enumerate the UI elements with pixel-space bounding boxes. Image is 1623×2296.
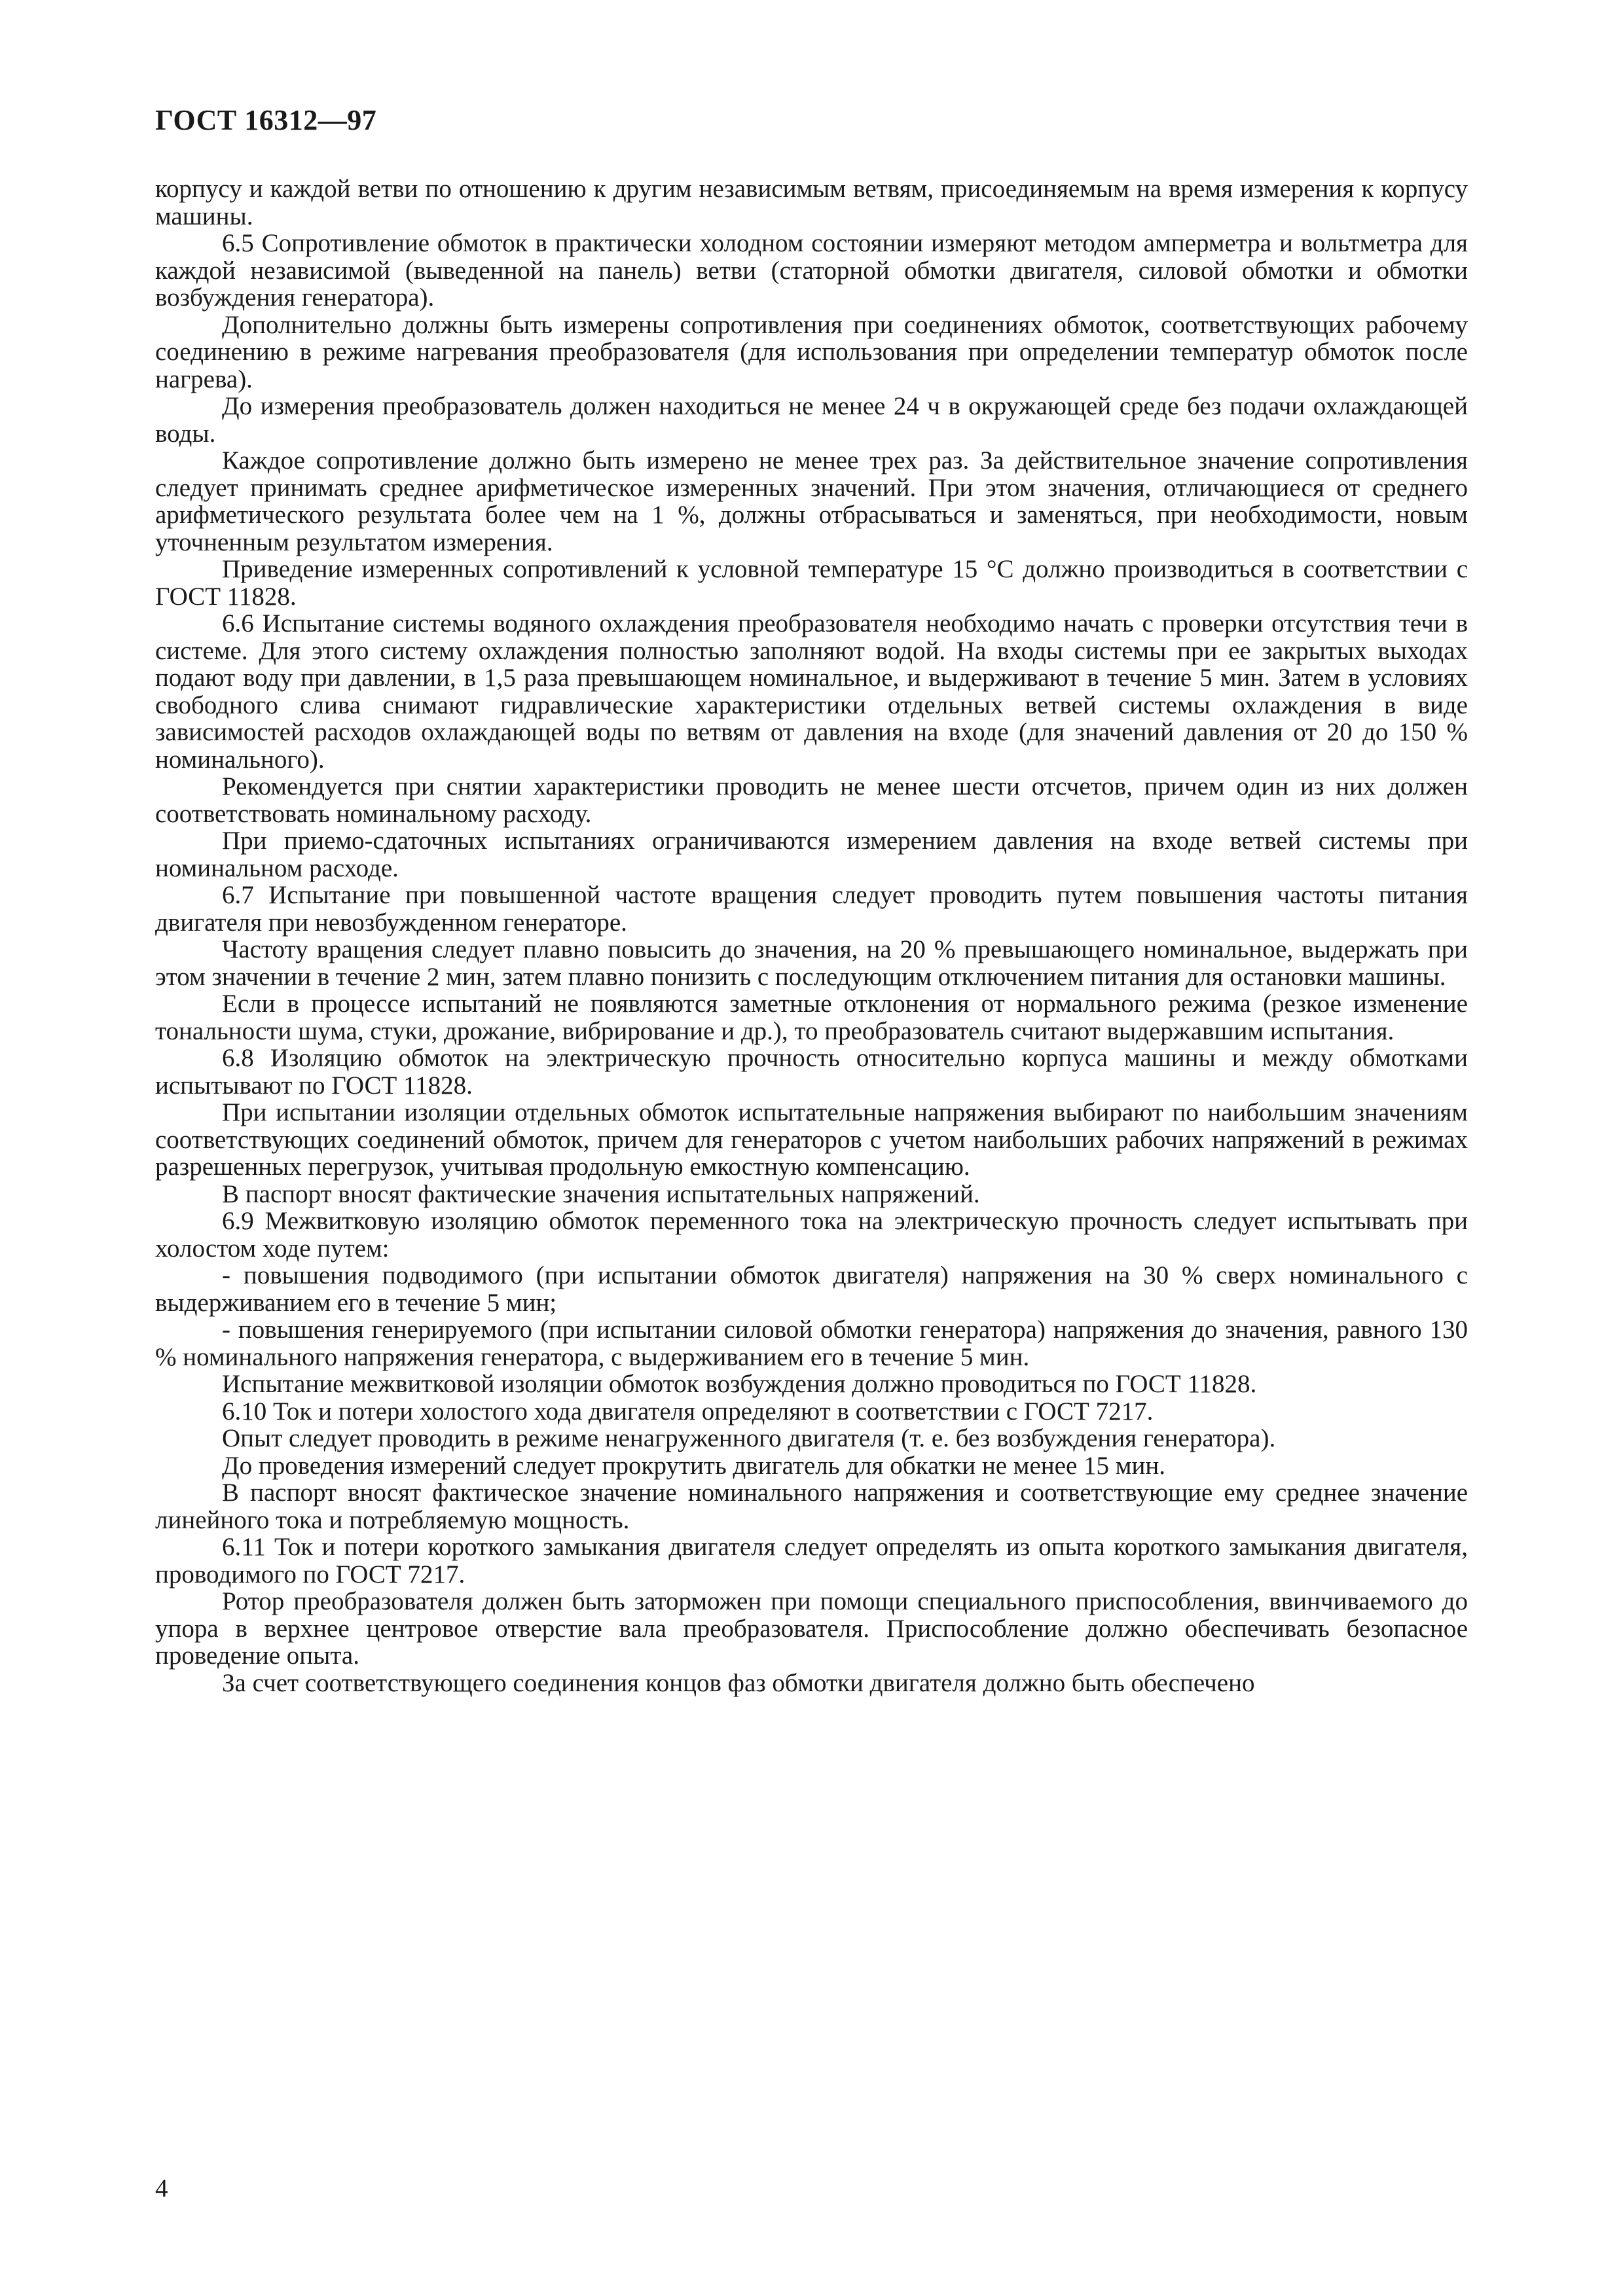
paragraph: В паспорт вносят фактические значения испытательных напряжений. [222, 1179, 980, 1208]
page-number: 4 [155, 2174, 168, 2202]
paragraph: 6.6 Испытание системы водяного охлаждения преобразователя необходимо начать с проверки отсутствия течи в системе. Для этого систему охлаждения полностью заполняют водой. На входы системы при ее закрытых выходах подают воду при давлении, в 1,5 раза превышающем номинальное, и выдерживают в течение 5 мин. Затем в условиях свободного слива снимают гидравлические характеристики отдельных ветвей системы охлаждения в виде зависимостей расходов охлаждающей воды по ветвям от давления на входе (для значений давления от 20 до 150 % номинального). [155, 609, 1468, 774]
paragraph: До проведения измерений следует прокрутить двигатель для обкатки не менее 15 мин. [222, 1451, 1165, 1480]
paragraph: При испытании изоляции отдельных обмоток испытательные напряжения выбирают по наибольшим значениям соответствующих соединений обмоток, причем для генераторов с учетом наибольших рабочих напряжений в режимах разрешенных перегрузок, учитывая продольную емкостную компенсацию. [155, 1098, 1468, 1181]
paragraph: 6.7 Испытание при повышенной частоте вращения следует проводить путем повышения частоты питания двигателя при невозбужденном генераторе. [155, 881, 1468, 937]
paragraph: Рекомендуется при снятии характеристики проводить не менее шести отсчетов, причем один из них должен соответствовать номинальному расходу. [155, 772, 1468, 828]
document-header: ГОСТ 16312—97 [155, 104, 377, 136]
paragraph: Испытание межвитковой изоляции обмоток возбуждения должно проводиться по ГОСТ 11828. [222, 1370, 1257, 1398]
paragraph: Приведение измеренных сопротивлений к условной температуре 15 °С должно производиться в соответствии с ГОСТ 11828. [155, 555, 1468, 611]
paragraph: Если в процессе испытаний не появляются заметные отклонения от нормального режима (резкое изменение тональности шума, стуки, дрожание, вибрирование и др.), то преобразователь считают выдержавшим испытания. [155, 990, 1468, 1045]
paragraph: 6.8 Изоляцию обмоток на электрическую прочность относительно корпуса машины и между обмотками испытывают по ГОСТ 11828. [155, 1044, 1468, 1100]
paragraph: В паспорт вносят фактическое значение номинального напряжения и соответствующие ему среднее значение линейного тока и потребляемую мощность. [155, 1479, 1468, 1534]
list-item: - повышения подводимого (при испытании обмоток двигателя) напряжения на 30 % сверх номинального с выдерживанием его в течение 5 мин; [155, 1261, 1468, 1317]
paragraph: Ротор преобразователя должен быть заторможен при помощи специального приспособления, ввинчиваемого до упора в верхнее центровое отверстие вала преобразователя. Приспособление должно обеспечивать безопасное проведение опыта. [155, 1587, 1468, 1670]
body-text [155, 175, 1468, 1696]
paragraph: За счет соответствующего соединения концов фаз обмотки двигателя должно быть обеспечено [222, 1668, 1255, 1697]
paragraph: 6.5 Сопротивление обмоток в практически холодном состоянии измеряют методом амперметра и вольтметра для каждой независимой (выведенной на панель) ветви (статорной обмотки двигателя, силовой обмотки и обмотки возбуждения генератора). [155, 229, 1468, 312]
paragraph: При приемо-сдаточных испытаниях ограничиваются измерением давления на входе ветвей системы при номинальном расходе. [155, 827, 1468, 882]
paragraph: Дополнительно должны быть измерены сопротивления при соединениях обмоток, соответствующих рабочему соединению в режиме нагревания преобразователя (для использования при определении температур обмоток после нагрева). [155, 310, 1468, 393]
paragraph: корпусу и каждой ветви по отношению к другим независимым ветвям, присоединяемым на время измерения к корпусу машины. [155, 175, 1468, 230]
paragraph: 6.11 Ток и потери короткого замыкания двигателя следует определять из опыта короткого замыкания двигателя, проводимого по ГОСТ 7217. [155, 1533, 1468, 1588]
list-item: - повышения генерируемого (при испытании силовой обмотки генератора) напряжения до значения, равного 130 % номинального напряжения генератора, с выдерживанием его в течение 5 мин. [155, 1316, 1468, 1371]
paragraph: Опыт следует проводить в режиме ненагруженного двигателя (т. е. без возбуждения генератора). [222, 1424, 1276, 1452]
paragraph: Каждое сопротивление должно быть измерено не менее трех раз. За действительное значение сопротивления следует принимать среднее арифметическое измеренных значений. При этом значения, отличающиеся от среднего арифметического результата более чем на 1 %, должны отбрасываться и заменяться, при необходимости, новым уточненным результатом измерения. [155, 446, 1468, 556]
paragraph: Частоту вращения следует плавно повысить до значения, на 20 % превышающего номинальное, выдержать при этом значении в течение 2 мин, затем плавно понизить с последующим отключением питания для остановки машины. [155, 935, 1468, 991]
paragraph: 6.9 Межвитковую изоляцию обмоток переменного тока на электрическую прочность следует испытывать при холостом ходе путем: [155, 1207, 1468, 1263]
paragraph: До измерения преобразователь должен находиться не менее 24 ч в окружающей среде без подачи охлаждающей воды. [155, 392, 1468, 448]
paragraph: 6.10 Ток и потери холостого хода двигателя определяют в соответствии с ГОСТ 7217. [222, 1397, 1154, 1426]
